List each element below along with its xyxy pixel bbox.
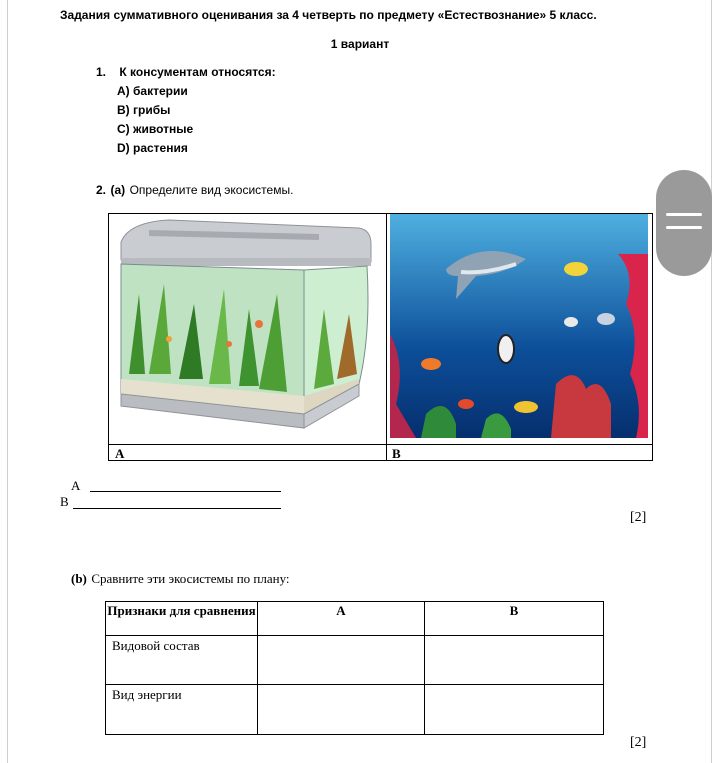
page-border-right <box>711 0 712 763</box>
option-c: C) животные <box>117 122 194 136</box>
question-1-text: К консументам относятся: <box>119 65 276 79</box>
score-a: [2] <box>630 510 647 525</box>
ecosystem-images-table <box>108 213 653 461</box>
table-vline-2 <box>424 602 425 734</box>
answer-line-a[interactable] <box>90 491 281 492</box>
page-border-left <box>7 0 8 763</box>
aquarium-image <box>109 214 387 444</box>
question-2b-label: (b) <box>71 571 87 586</box>
question-2b <box>71 570 290 588</box>
table-hline-2 <box>106 684 603 685</box>
question-2a <box>96 181 293 199</box>
option-d: D) растения <box>117 141 188 155</box>
question-2b-text: Сравните эти экосистемы по плану: <box>91 571 290 586</box>
question-2a-label: (a) <box>110 183 126 197</box>
table-row-species: Видовой состав <box>112 638 200 653</box>
answer-label-a: A <box>71 478 81 493</box>
question-1-number: 1. <box>96 65 107 79</box>
variant-label: 1 вариант <box>330 37 390 51</box>
table-header-b: B <box>509 603 519 618</box>
score-b: [2] <box>630 735 647 750</box>
option-a: A) бактерии <box>117 84 188 98</box>
document-title: Задания суммативного оценивания за 4 четверть по предмету «Естествознание» 5 класс. <box>60 8 597 22</box>
comparison-table <box>105 601 604 735</box>
table-header-a: A <box>336 603 346 618</box>
label-row-divider <box>386 445 387 461</box>
table-hline-1 <box>106 635 603 636</box>
question-1 <box>96 65 276 79</box>
side-menu-button[interactable] <box>656 170 712 276</box>
image-label-a: A <box>115 446 125 461</box>
option-b: B) грибы <box>117 103 171 117</box>
answer-label-b: B <box>60 494 69 509</box>
table-vline-1 <box>257 602 258 734</box>
image-label-b: B <box>392 446 401 461</box>
image-label-row <box>109 444 652 461</box>
table-row-energy: Вид энергии <box>112 687 182 702</box>
table-header-criteria: Признаки для сравнения <box>107 603 256 618</box>
question-2-number: 2. <box>96 183 107 197</box>
question-2a-text: Определите вид экосистемы. <box>129 183 294 197</box>
ocean-image <box>386 214 652 444</box>
answer-line-b[interactable] <box>73 508 281 509</box>
